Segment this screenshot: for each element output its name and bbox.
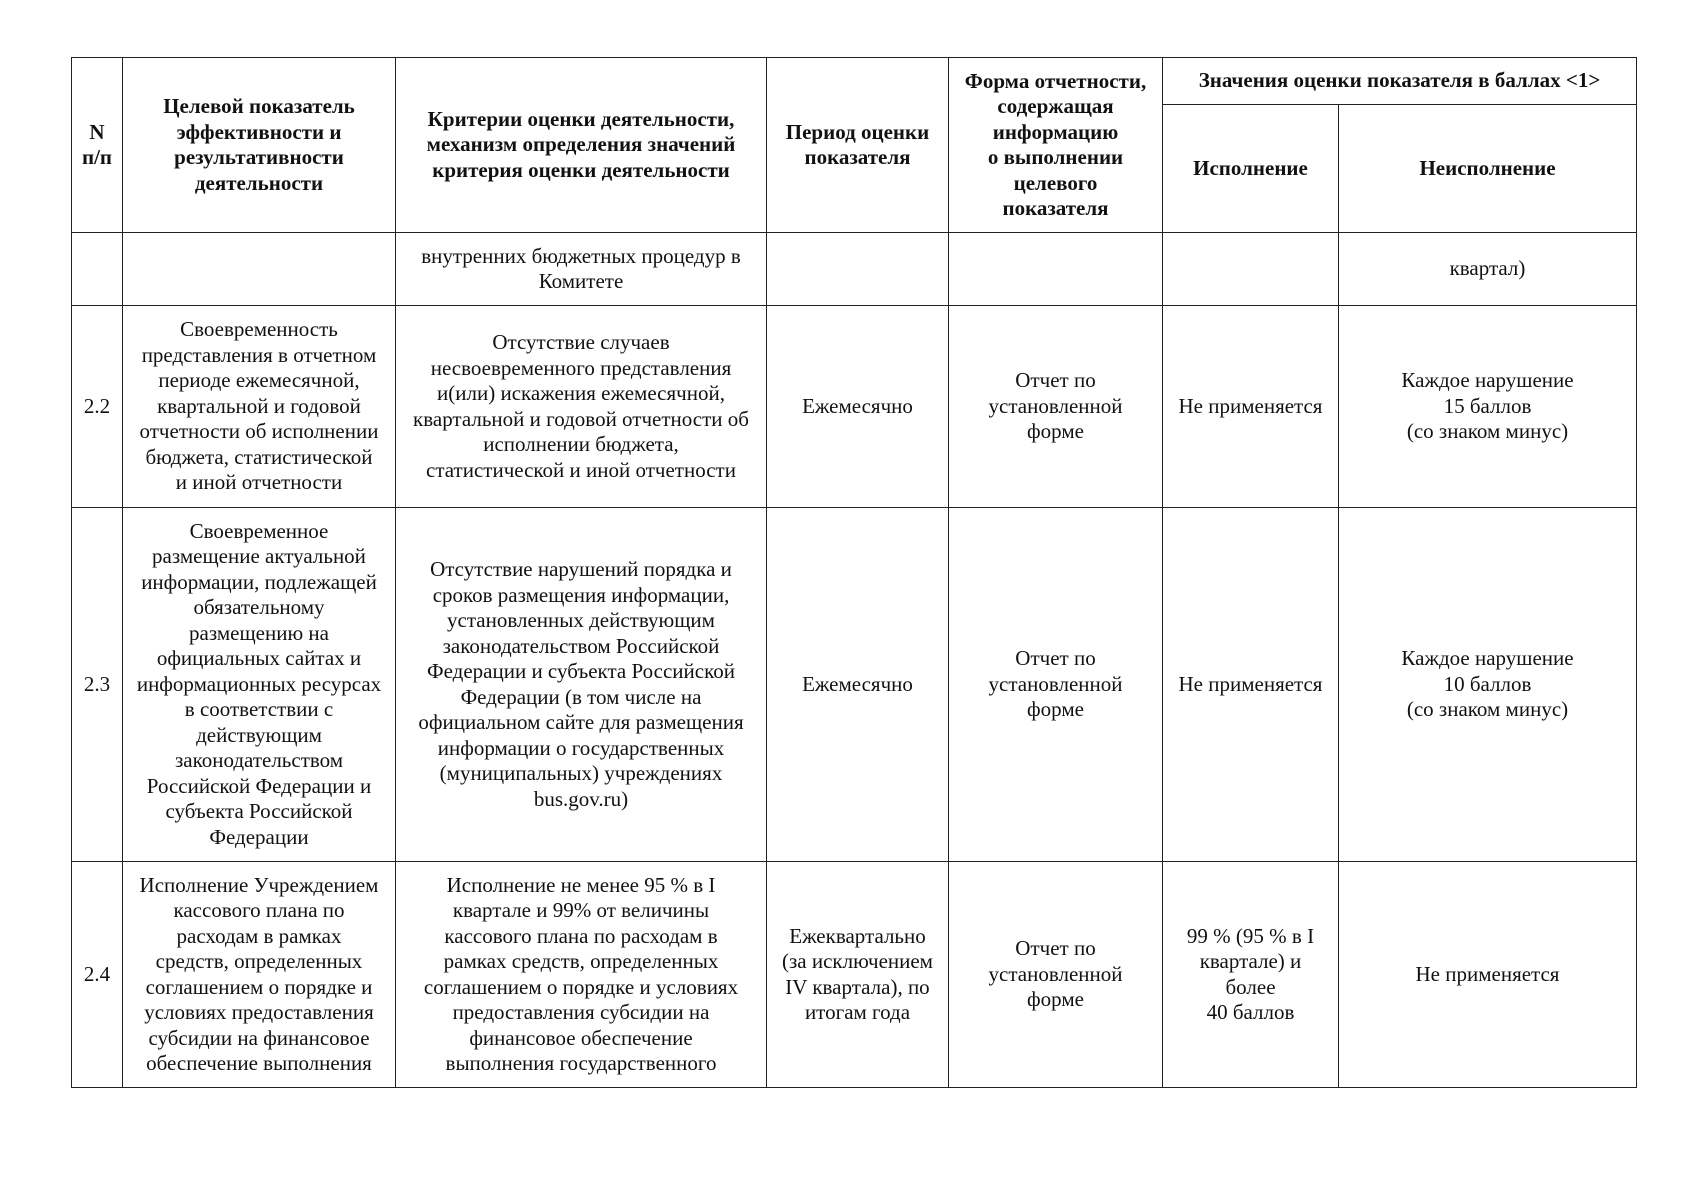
row-indicator: Своевременность представления в отчетном периоде ежемесячной, квартальной и годовой отчетности об исполнении бюджета, статистической и иной отчетности [123, 306, 396, 508]
row-num: 2.3 [72, 508, 123, 862]
continuation-criteria: внутренних бюджетных процедур в Комитете [396, 233, 767, 306]
row-criteria: Отсутствие случаев несвоевременного представления и(или) искажения ежемесячной, квартальной и годовой отчетности об исполнении бюджета, статистической и иной отчетности [396, 306, 767, 508]
continuation-report-form [949, 233, 1163, 306]
header-score-group: Значения оценки показателя в баллах <1> [1163, 58, 1637, 105]
row-not-done: Не применяется [1339, 862, 1637, 1088]
evaluation-table [71, 57, 1637, 1088]
continuation-period [767, 233, 949, 306]
row-indicator: Своевременное размещение актуальной информации, подлежащей обязательному размещению на официальных сайтах и информационных ресурсах в соответствии с действующим законодательством Российской Федерации и субъекта Российской Федерации [123, 508, 396, 862]
row-period: Ежемесячно [767, 306, 949, 508]
row-report-form: Отчет по установленной форме [949, 508, 1163, 862]
row-done: Не применяется [1163, 508, 1339, 862]
row-num: 2.2 [72, 306, 123, 508]
continuation-not-done: квартал) [1339, 233, 1637, 306]
header-row-1 [72, 58, 1637, 105]
header-not-done: Неисполнение [1339, 105, 1637, 233]
row-done: 99 % (95 % в I квартале) и более 40 баллов [1163, 862, 1339, 1088]
row-done: Не применяется [1163, 306, 1339, 508]
row-period: Ежеквартально (за исключением IV квартала), по итогам года [767, 862, 949, 1088]
continuation-row [72, 233, 1637, 306]
header-report-form: Форма отчетности, содержащая информацию о выполнении целевого показателя [949, 58, 1163, 233]
row-criteria: Отсутствие нарушений порядка и сроков размещения информации, установленных действующим законодательством Российской Федерации и субъекта Российской Федерации (в том числе на официальном сайте для размещения информации о государственных (муниципальных) учреждениях bus.gov.ru) [396, 508, 767, 862]
row-criteria: Исполнение не менее 95 % в I квартале и 99% от величины кассового плана по расходам в рамках средств, определенных соглашением о порядке и условиях предоставления субсидии на финансовое обеспечение выполнения государственного [396, 862, 767, 1088]
row-not-done: Каждое нарушение 15 баллов (со знаком минус) [1339, 306, 1637, 508]
table-row [72, 508, 1637, 862]
continuation-num [72, 233, 123, 306]
row-report-form: Отчет по установленной форме [949, 306, 1163, 508]
table-row [72, 306, 1637, 508]
table-row [72, 862, 1637, 1088]
header-criteria: Критерии оценки деятельности, механизм определения значений критерия оценки деятельности [396, 58, 767, 233]
row-report-form: Отчет по установленной форме [949, 862, 1163, 1088]
header-done: Исполнение [1163, 105, 1339, 233]
continuation-done [1163, 233, 1339, 306]
header-num: N п/п [72, 58, 123, 233]
row-not-done: Каждое нарушение 10 баллов (со знаком минус) [1339, 508, 1637, 862]
header-period: Период оценки показателя [767, 58, 949, 233]
header-indicator: Целевой показатель эффективности и результативности деятельности [123, 58, 396, 233]
row-num: 2.4 [72, 862, 123, 1088]
row-period: Ежемесячно [767, 508, 949, 862]
row-indicator: Исполнение Учреждением кассового плана по расходам в рамках средств, определенных соглашением о порядке и условиях предоставления субсидии на финансовое обеспечение выполнения [123, 862, 396, 1088]
continuation-indicator [123, 233, 396, 306]
